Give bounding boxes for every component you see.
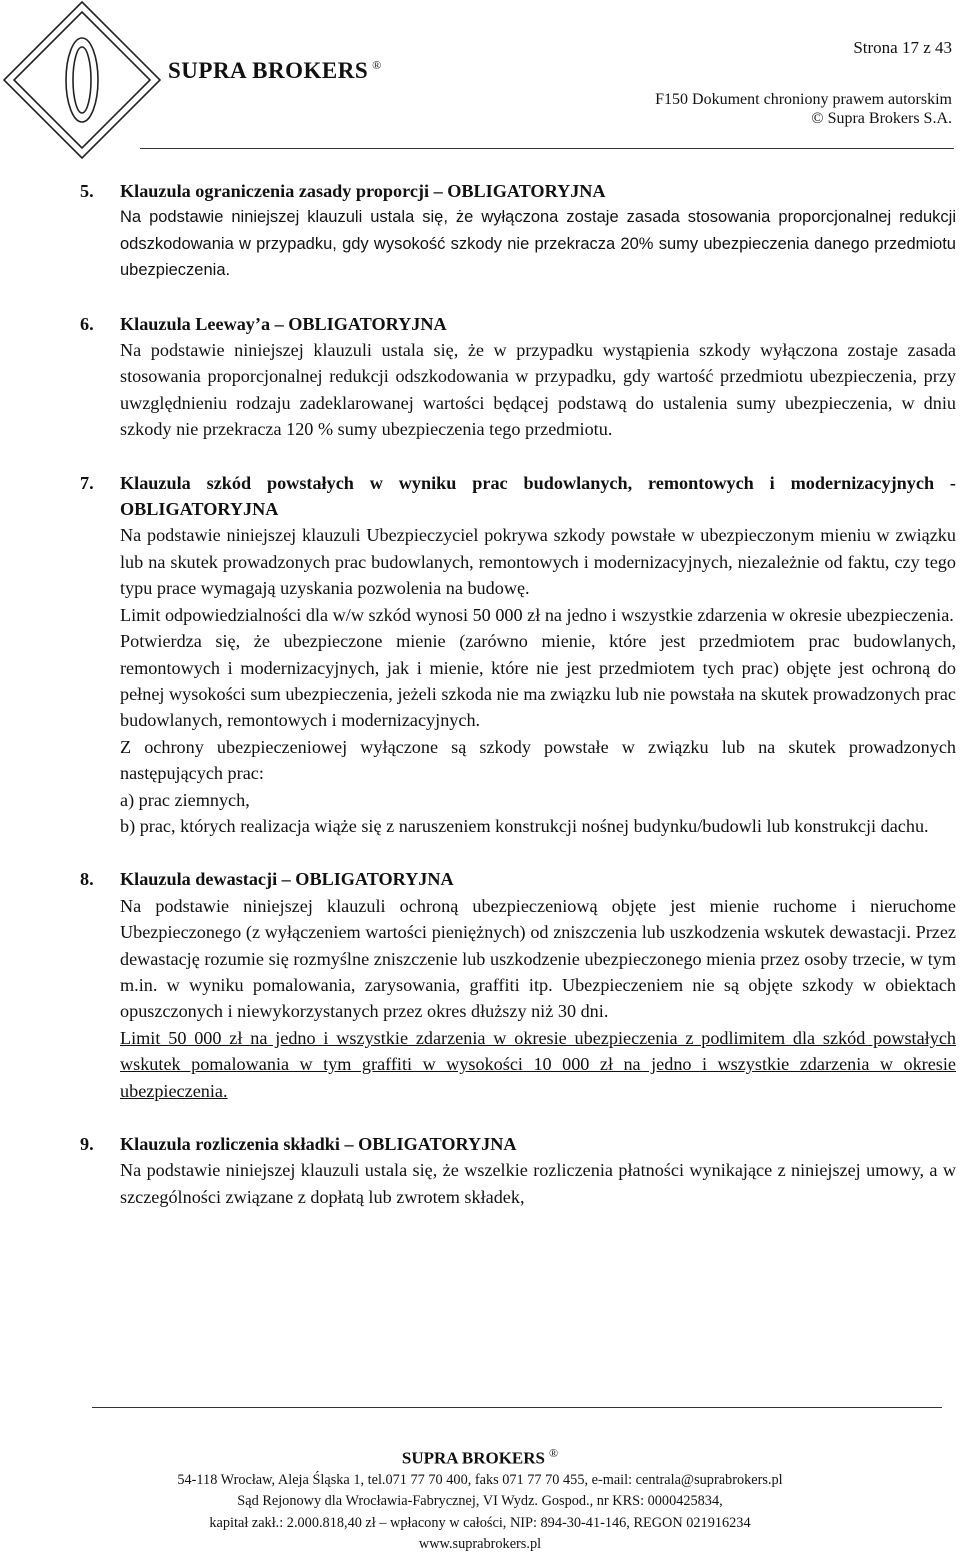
footer-divider bbox=[92, 1407, 942, 1408]
footer-address: 54-118 Wrocław, Aleja Śląska 1, tel.071 77 70 400, faks 071 77 70 455, e-mail: centrala@suprabrokers.pl bbox=[177, 1471, 783, 1488]
header-divider bbox=[140, 148, 954, 149]
clause-limit-paragraph: Limit 50 000 zł na jedno i wszystkie zdarzenia w okresie ubezpieczenia z podlimitem dla szkód powstałych wskutek pomalowania w tym graffiti w wysokości 10 000 zł na jedno i wszystkie zdarzenia w okresie ubezpieczenia. bbox=[120, 1027, 956, 1101]
footer-capital: kapitał zakł.: 2.000.818,40 zł – wpłacony w całości, NIP: 894-30-41-146, REGON 021916234 bbox=[209, 1514, 751, 1531]
clause-title: Klauzula ograniczenia zasady proporcji – OBLIGATORYJNA bbox=[120, 181, 606, 201]
clause-paragraph: Potwierdza się, że ubezpieczone mienie (zarówno mienie, które jest przedmiotem prac budowlanych, remontowych i modernizacyjnych, jak i mienie, które nie jest przedmiotem tych prac) objęte jest ochroną do pełnej wysokości sum ubezpieczenia, jeżeli szkoda nie ma związku lub nie powstała na skutek prowadzonych prac budowlanych, remontowych i modernizacyjnych. bbox=[120, 631, 956, 731]
clause-number: 9. bbox=[80, 1134, 94, 1154]
document-notice: F150 Dokument chroniony prawem autorskim bbox=[655, 91, 952, 108]
footer-court: Sąd Rejonowy dla Wrocławia-Fabrycznej, VI Wydz. Gospod., nr KRS: 0000425834, bbox=[237, 1493, 723, 1510]
clause-5 bbox=[80, 178, 956, 284]
document-body bbox=[80, 178, 956, 1237]
clause-paragraph: Na podstawie niniejszej klauzuli Ubezpieczyciel pokrywa szkody powstałe w ubezpieczonym mieniu w związku lub na skutek prowadzonych prac budowlanych, remontowych i modernizacyjnych, niezależnie od faktu, czy tego typu prace wymagają uzyskania pozwolenia na budowę. bbox=[120, 525, 956, 599]
clause-title: Klauzula szkód powstałych w wyniku prac budowlanych, remontowych i modernizacyjnych - OBLIGATORYJNA bbox=[120, 472, 956, 520]
clause-paragraph: Z ochrony ubezpieczeniowej wyłączone są szkody powstałe w związku lub na skutek prowadzonych następujących prac: bbox=[120, 736, 956, 784]
clause-paragraph: a) prac ziemnych, bbox=[120, 789, 250, 810]
clause-paragraph: Na podstawie niniejszej klauzuli ochroną ubezpieczeniową objęte jest mienie ruchome i nieruchome Ubezpieczonego (z wyłączeniem wartości pieniężnych) od zniszczenia lub uszkodzenia wskutek dewastacji. Przez dewastację rozumie się rozmyślne zniszczenie lub uszkodzenie ubezpieczonego mienia przez osoby trzecie, w tym m.in. w wyniku pomalowania, zarysowania, graffiti itp. Ubezpieczeniem nie są objęte szkody w obiektach opuszczonych i niewykorzystanych przez okres dłuższy niż 30 dni. bbox=[120, 895, 956, 1022]
footer-brand: SUPRA BROKERS ® bbox=[401, 1446, 559, 1468]
clause-title: Klauzula Leeway’a – OBLIGATORYJNA bbox=[120, 313, 447, 334]
clause-number: 7. bbox=[80, 472, 94, 493]
clause-number: 8. bbox=[80, 869, 94, 890]
clause-6 bbox=[80, 311, 956, 443]
clause-title: Klauzula dewastacji – OBLIGATORYJNA bbox=[120, 869, 454, 890]
clause-title: Klauzula rozliczenia składki – OBLIGATORYJNA bbox=[120, 1134, 517, 1154]
clause-paragraph: Na podstawie niniejszej klauzuli ustala się, że w przypadku wystąpienia szkody wyłączona zostaje zasada stosowania proporcjonalnej redukcji odszkodowania w przypadku, gdy wartość przedmiotu ubezpieczenia, przy uwzględnieniu rodzaju zadeklarowanej wartości będącej podstawą do ustalenia sumy ubezpieczenia, w dniu szkody nie przekracza 120 % sumy ubezpieczenia tego przedmiotu. bbox=[120, 340, 956, 440]
page-footer bbox=[0, 1442, 960, 1556]
header-brand: SUPRA BROKERS ® bbox=[168, 58, 382, 83]
clause-paragraph: b) prac, których realizacja wiąże się z naruszeniem konstrukcji nośnej budynku/budowli lub konstrukcji dachu. bbox=[120, 815, 929, 836]
registered-mark: ® bbox=[549, 1446, 559, 1460]
registered-mark: ® bbox=[372, 58, 382, 73]
page-number: Strona 17 z 43 bbox=[853, 38, 952, 57]
footer-website[interactable]: www.suprabrokers.pl bbox=[418, 1536, 542, 1553]
clause-paragraph: Limit odpowiedzialności dla w/w szkód wynosi 50 000 zł na jedno i wszystkie zdarzenia w okresie ubezpieczenia. bbox=[120, 604, 954, 625]
clause-paragraph: Na podstawie niniejszej klauzuli ustala się, że wyłączona zostaje zasada stosowania proporcjonalnej redukcji odszkodowania w przypadku, gdy wysokość szkody nie przekracza 20% sumy ubezpieczenia danego przedmiotu ubezpieczenia. bbox=[120, 208, 956, 280]
clause-8 bbox=[80, 866, 956, 1104]
clause-paragraph: Na podstawie niniejszej klauzuli ustala się, że wszelkie rozliczenia płatności wynikające z niniejszej umowy, a w szczególności związane z dopłatą lub zwrotem składek, bbox=[120, 1160, 956, 1207]
clause-9 bbox=[80, 1131, 956, 1210]
copyright-notice: © Supra Brokers S.A. bbox=[811, 110, 952, 127]
company-logo bbox=[0, 0, 165, 165]
clause-number: 5. bbox=[80, 181, 94, 201]
clause-7 bbox=[80, 470, 956, 840]
clause-number: 6. bbox=[80, 313, 94, 334]
